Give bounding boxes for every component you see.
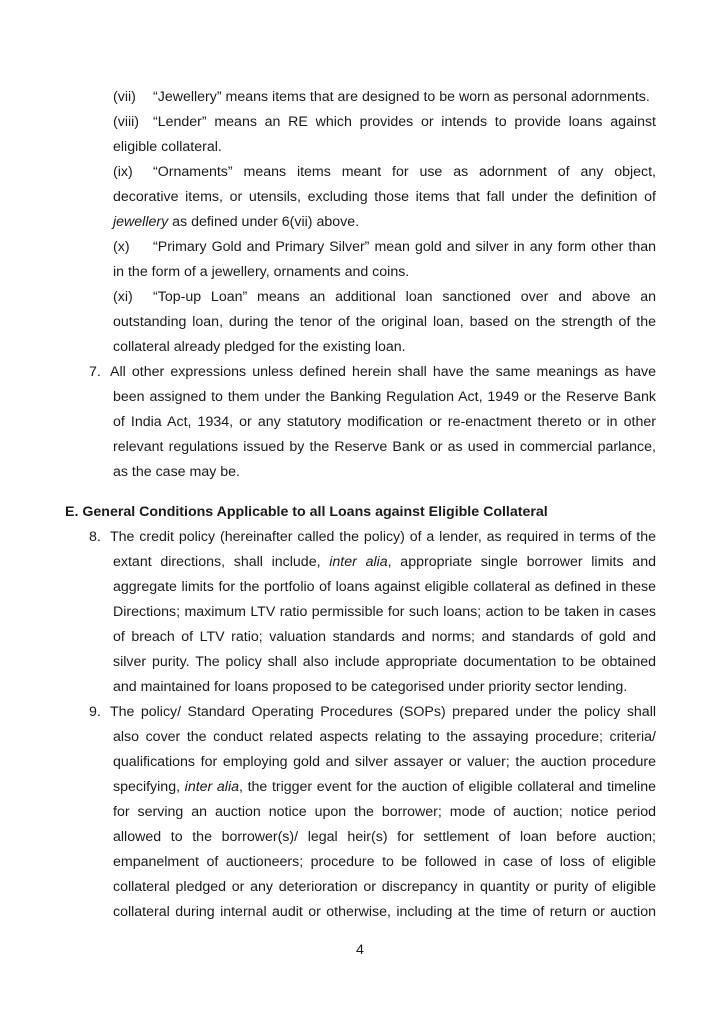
paragraph-text: been assigned to them under the Banking Regulation Act, 1949 or the Reserve Bank: [113, 389, 656, 405]
paragraph-text: as the case may be.: [113, 464, 240, 480]
definition-text: “Jewellery” means items that are designed to be worn as personal adornments.: [153, 89, 650, 105]
paragraph-text: The policy/ Standard Operating Procedures (SOPs) prepared under the policy shall: [110, 704, 656, 720]
paragraph-text: allowed to the borrower(s)/ legal heir(s) for settlement of loan before auction;: [113, 829, 656, 845]
paragraph-text: qualifications for employing gold and silver assayer or valuer; the auction procedure: [113, 754, 656, 770]
paragraph-text: aggregate limits for the portfolio of loans against eligible collateral as defined in these: [113, 579, 656, 595]
paragraph-text-part: , appropriate single borrower limits and: [387, 554, 656, 570]
paragraph-text: Directions; maximum LTV ratio permissible for such loans; action to be taken in cases: [113, 604, 656, 620]
italic-term: inter alia: [184, 779, 239, 795]
paragraph-text: collateral during internal audit or otherwise, including at the time of return or auction: [113, 904, 656, 920]
paragraph-number: 9.: [89, 704, 101, 720]
paragraph-text: of breach of LTV ratio; valuation standards and norms; and standards of gold and: [113, 629, 656, 645]
definition-text-rest: as defined under 6(vii) above.: [168, 214, 360, 230]
definition-number: (vii): [113, 89, 136, 105]
definition-text: collateral already pledged for the existing loan.: [113, 339, 406, 355]
definition-text: “Lender” means an RE which provides or intends to provide loans against: [153, 114, 656, 130]
paragraph-text: All other expressions unless defined herein shall have the same meanings as have: [110, 364, 656, 380]
italic-term: jewellery: [113, 214, 169, 230]
paragraph-text: [113, 778, 656, 796]
paragraph-text: relevant regulations issued by the Reserve Bank or as used in commercial parlance,: [113, 439, 656, 455]
definition-text: “Primary Gold and Primary Silver” mean gold and silver in any form other than: [153, 239, 656, 255]
paragraph-text: and maintained for loans proposed to be categorised under priority sector lending.: [113, 679, 628, 695]
paragraph-text-part: specifying,: [113, 779, 185, 795]
section-heading: E. General Conditions Applicable to all Loans against Eligible Collateral: [65, 504, 548, 520]
definition-text: eligible collateral.: [113, 139, 222, 155]
definition-number: (viii): [113, 114, 139, 130]
definition-text: in the form of a jewellery, ornaments and coins.: [113, 264, 410, 280]
page-number: 4: [356, 942, 364, 958]
italic-term: inter alia: [329, 554, 388, 570]
definition-text: “Ornaments” means items meant for use as adornment of any object,: [153, 164, 656, 180]
definition-text: “Top-up Loan” means an additional loan sanctioned over and above an: [153, 289, 656, 305]
definition-number: (ix): [113, 164, 133, 180]
paragraph-text: silver purity. The policy shall also include appropriate documentation to be obtained: [113, 654, 656, 670]
paragraph-text: collateral pledged or any deterioration or discrepancy in quantity or purity of eligible: [113, 879, 656, 895]
paragraph-text: for serving an auction notice upon the borrower; mode of auction; notice period: [113, 804, 656, 820]
paragraph-text-part: , the trigger event for the auction of eligible collateral and timeline: [239, 779, 656, 795]
paragraph-text: of India Act, 1934, or any statutory modification or re-enactment thereto or in other: [113, 414, 656, 430]
paragraph-text: The credit policy (hereinafter called the policy) of a lender, as required in terms of the: [110, 529, 656, 545]
paragraph-text: also cover the conduct related aspects relating to the assaying procedure; criteria/: [113, 729, 656, 745]
paragraph-text: empanelment of auctioneers; procedure to be followed in case of loss of eligible: [113, 854, 656, 870]
definition-text: outstanding loan, during the tenor of the original loan, based on the strength of the: [113, 314, 656, 330]
paragraph-text-part: extant directions, shall include,: [113, 554, 330, 570]
paragraph-number: 8.: [89, 529, 101, 545]
paragraph-number: 7.: [89, 364, 101, 380]
definition-text: [113, 213, 359, 231]
definition-text: decorative items, or utensils, excluding those items that fall under the definition of: [113, 189, 656, 205]
definition-number: (x): [113, 239, 130, 255]
paragraph-text: [113, 553, 656, 571]
definition-number: (xi): [113, 289, 133, 305]
